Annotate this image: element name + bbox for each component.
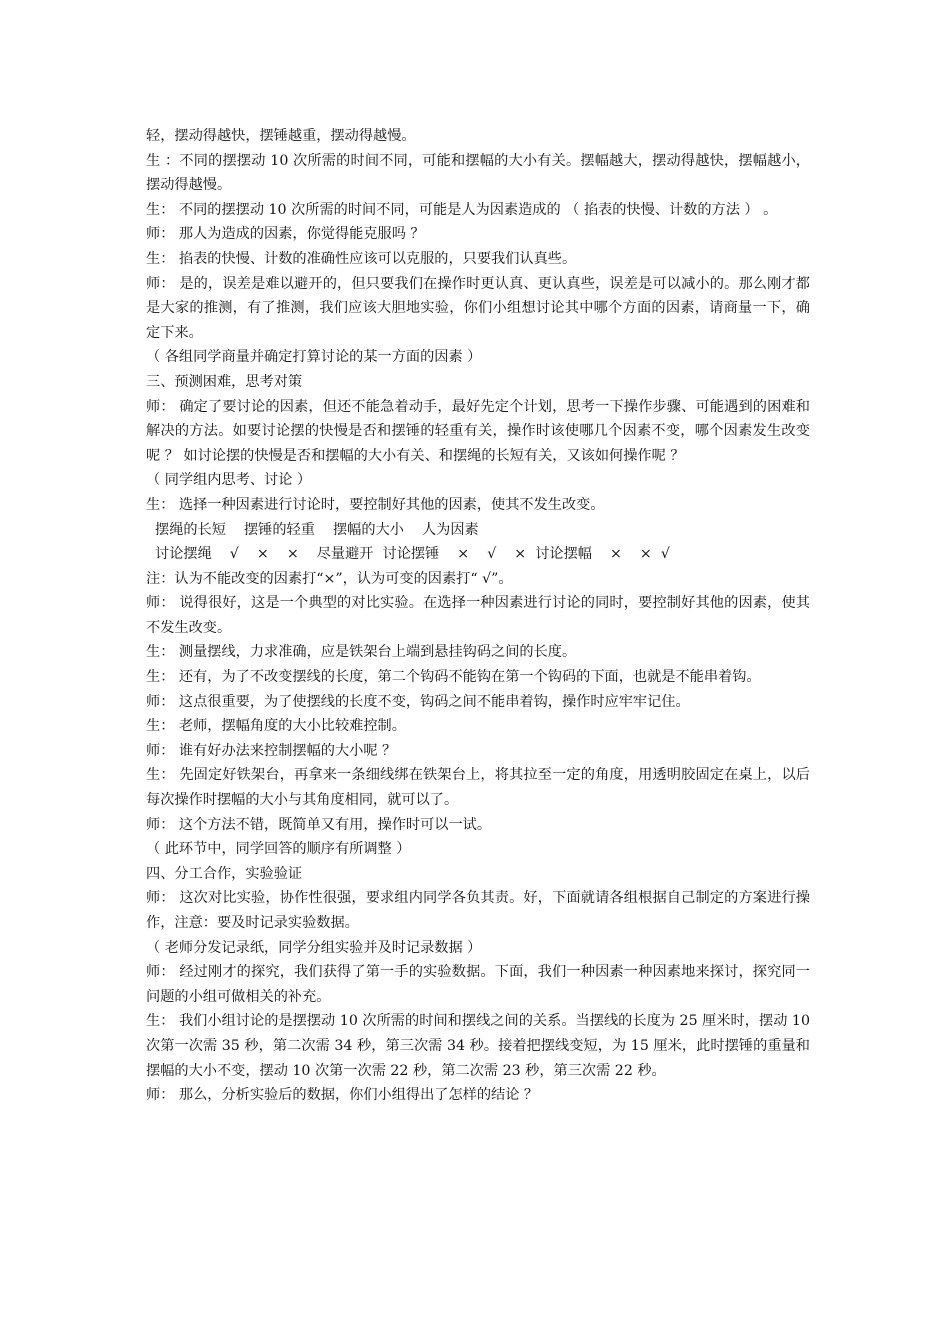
- paragraph: 生： 老师，摆幅角度的大小比较难控制。: [146, 718, 406, 735]
- paragraph: 生： 先固定好铁架台，再拿来一条细线绑在铁架台上，将其拉至一定的角度，用透明胶固定在桌上，以后每次操作时摆幅的大小与其角度相同，就可以了。: [146, 767, 810, 809]
- section-heading: 三、预测困难，思考对策: [146, 373, 303, 390]
- paragraph: 师： 这点很重要，为了使摆线的长度不变，钩码之间不能串着钩，操作时应牢牢记住。: [146, 693, 690, 710]
- paragraph: 生： 掐表的快慢、计数的准确性应该可以克服的，只要我们认真些。: [146, 250, 577, 267]
- paragraph: （ 此环节中，同学回答的顺序有所调整 ）: [146, 841, 411, 858]
- paragraph: 生： 测量摆线，力求准确，应是铁架台上端到悬挂钩码之间的长度。: [146, 644, 577, 661]
- note: 注：认为不能改变的因素打“×”，认为可变的因素打“ √”。: [146, 570, 513, 587]
- paragraph: 轻，摆动得越快，摆锤越重，摆动得越慢。: [146, 128, 416, 144]
- paragraph: 师： 谁有好办法来控制摆幅的大小呢 ？: [146, 742, 397, 759]
- paragraph: 生： 选择一种因素进行讨论时，要控制好其他的因素，使其不发生改变。: [146, 496, 605, 513]
- paragraph: 师： 这次对比实验，协作性很强，要求组内同学各负其责。好，下面就请各组根据自己制定的方案进行操作，注意：要及时记录实验数据。: [146, 890, 810, 931]
- paragraph: （ 老师分发记录纸，同学分组实验并及时记录数据 ）: [146, 939, 482, 956]
- paragraph: 师： 那么，分析实验后的数据，你们小组得出了怎样的结论 ？: [146, 1087, 539, 1104]
- paragraph: （ 各组同学商量并确定打算讨论的某一方面的因素 ）: [146, 349, 482, 366]
- paragraph: （ 同学组内思考、讨论 ）: [146, 472, 312, 489]
- document-page: [146, 124, 810, 1108]
- paragraph: 生 ：不同的摆摆动 10 次所需的时间不同，可能和摆幅的大小有关。摆幅越大，摆动得越快，摆幅越小，摆动得越慢。: [146, 152, 810, 194]
- paragraph: 师： 确定了要讨论的因素，但还不能急着动手，最好先定个计划，思考一下操作步骤、可能遇到的困难和解决的方法。如要讨论摆的快慢是否和摆锤的轻重有关，操作时该使哪几个因素不变，哪个因素发生改变呢 ？ 如讨论摆的快慢是否和摆幅的大小有关、和摆绳的长短有关，又该如何操作呢 ？: [146, 398, 810, 464]
- paragraph: 生： 我们小组讨论的是摆摆动 10 次所需的时间和摆线之间的关系。当摆线的长度为 25 厘米时，摆动 10 次第一次需 35 秒，第二次需 34 秒，第三次需 34 秒。接着把摆线变短，为 15 厘米，此时摆锤的重量和摆幅的大小不变，摆动 10 次第一次需 22 秒，第二次需 23 秒，第三次需 22 秒。: [146, 1013, 810, 1079]
- paragraph: 生： 还有，为了不改变摆线的长度，第二个钩码不能钩在第一个钩码的下面，也就是不能串着钩。: [146, 669, 761, 686]
- paragraph: 师： 这个方法不错，既简单又有用，操作时可以一试。: [146, 816, 492, 833]
- paragraph: 师： 经过刚才的探究，我们获得了第一手的实验数据。下面，我们一种因素一种因素地来探讨，探究同一问题的小组可做相关的补充。: [146, 964, 810, 1005]
- paragraph: 师： 说得很好，这是一个典型的对比实验。在选择一种因素进行讨论的同时，要控制好其他的因素，使其不发生改变。: [146, 595, 810, 636]
- section-heading: 四、分工合作，实验验证: [146, 865, 303, 882]
- paragraph: 师： 那人为造成的因素，你觉得能克服吗 ？: [146, 226, 425, 243]
- factor-table-row: 讨论摆绳 √ × × 尽量避开 讨论摆锤 × √ × 讨论摆幅 × × √: [146, 546, 670, 563]
- paragraph: 生： 不同的摆摆动 10 次所需的时间不同，可能是人为因素造成的 （ 掐表的快慢、计数的方法 ） 。: [146, 201, 778, 218]
- paragraph: 师： 是的，误差是难以避开的，但只要我们在操作时更认真、更认真些，误差是可以减小的。那么刚才都是大家的推测，有了推测，我们应该大胆地实验，你们小组想讨论其中哪个方面的因素，请商量一下，确定下来。: [146, 275, 810, 341]
- factor-table-header: 摆绳的长短 摆锤的轻重 摆幅的大小 人为因素: [146, 521, 479, 538]
